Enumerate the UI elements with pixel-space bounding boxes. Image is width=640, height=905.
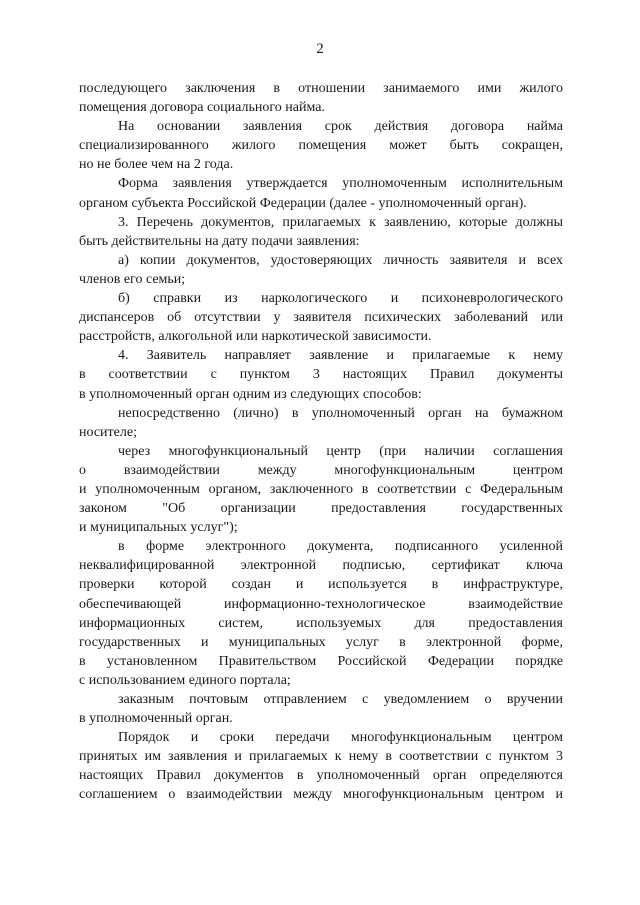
text-line: помещения договора социального найма. bbox=[79, 100, 325, 116]
text-line: расстройств, алкогольной или наркотической зависимости. bbox=[79, 329, 432, 345]
text-line: и уполномоченным органом, заключенного в соответствии с Федеральным bbox=[79, 481, 563, 497]
text-line: 4. Заявитель направляет заявление и прилагаемые к нему bbox=[118, 348, 563, 364]
paragraph bbox=[79, 442, 563, 537]
text-line: 3. Перечень документов, прилагаемых к заявлению, которые должны bbox=[118, 214, 563, 230]
paragraph bbox=[79, 213, 563, 251]
text-line: соглашением о взаимодействии между многофункциональным центром и bbox=[79, 787, 563, 803]
paragraph bbox=[79, 404, 563, 442]
text-line: непосредственно (лично) в уполномоченный орган на бумажном bbox=[118, 405, 563, 421]
text-line: носителе; bbox=[79, 424, 137, 440]
paragraph bbox=[79, 346, 563, 403]
paragraph bbox=[79, 537, 563, 690]
text-line: специализированного жилого помещения может быть сокращен, bbox=[79, 138, 563, 154]
text-line: неквалифицированной электронной подписью, сертификат ключа bbox=[79, 558, 563, 574]
text-line: а) копии документов, удостоверяющих личность заявителя и всех bbox=[118, 252, 563, 268]
text-line: законом "Об организации предоставления государственных bbox=[79, 501, 563, 517]
text-line: в установленном Правительством Российской Федерации порядке bbox=[79, 653, 563, 669]
page-number: 2 bbox=[316, 41, 324, 57]
text-line: обеспечивающей информационно-технологическое взаимодействие bbox=[79, 596, 563, 612]
text-line: заказным почтовым отправлением с уведомлением о вручении bbox=[118, 692, 563, 707]
paragraph bbox=[79, 79, 563, 117]
text-line: принятых им заявления и прилагаемых к нему в соответствии с пунктом 3 bbox=[79, 749, 563, 765]
text-line: настоящих Правил документов в уполномоченный орган определяются bbox=[79, 768, 563, 784]
text-line: Форма заявления утверждается уполномоченным исполнительным bbox=[118, 176, 563, 192]
text-line: с использованием единого портала; bbox=[79, 672, 291, 688]
text-line: через многофункциональный центр (при наличии соглашения bbox=[118, 443, 563, 459]
text-line: быть действительны на дату подачи заявления: bbox=[79, 233, 360, 249]
text-line: государственных и муниципальных услуг в электронной форме, bbox=[79, 634, 563, 650]
text-line: членов его семьи; bbox=[79, 271, 186, 287]
paragraph bbox=[79, 251, 563, 289]
text-line: диспансеров об отсутствии у заявителя психических заболеваний или bbox=[79, 310, 563, 326]
text-line: в уполномоченный орган. bbox=[79, 711, 233, 727]
text-line: б) справки из наркологического и психоневрологического bbox=[118, 291, 563, 307]
paragraph bbox=[79, 728, 563, 804]
text-line: На основании заявления срок действия договора найма bbox=[118, 119, 563, 135]
text-line: проверки которой создан и используется в инфраструктуре, bbox=[79, 577, 563, 593]
text-line: органом субъекта Российской Федерации (далее - уполномоченный орган). bbox=[79, 195, 527, 211]
paragraph bbox=[79, 174, 563, 212]
text-line: последующего заключения в отношении занимаемого ими жилого bbox=[79, 81, 563, 96]
text-line: Порядок и сроки передачи многофункциональным центром bbox=[118, 730, 563, 746]
text-line: о взаимодействии между многофункциональным центром bbox=[79, 462, 563, 478]
text-line: в соответствии с пунктом 3 настоящих Правил документы bbox=[79, 367, 563, 383]
document-body bbox=[79, 79, 563, 805]
text-line: информационных систем, используемых для предоставления bbox=[79, 615, 563, 631]
text-line: и муниципальных услуг"); bbox=[79, 520, 238, 536]
text-line: но не более чем на 2 года. bbox=[79, 157, 234, 173]
text-line: в уполномоченный орган одним из следующих способов: bbox=[79, 386, 422, 402]
paragraph bbox=[79, 289, 563, 346]
paragraph bbox=[79, 117, 563, 174]
text-line: в форме электронного документа, подписанного усиленной bbox=[118, 539, 563, 555]
paragraph bbox=[79, 690, 563, 728]
